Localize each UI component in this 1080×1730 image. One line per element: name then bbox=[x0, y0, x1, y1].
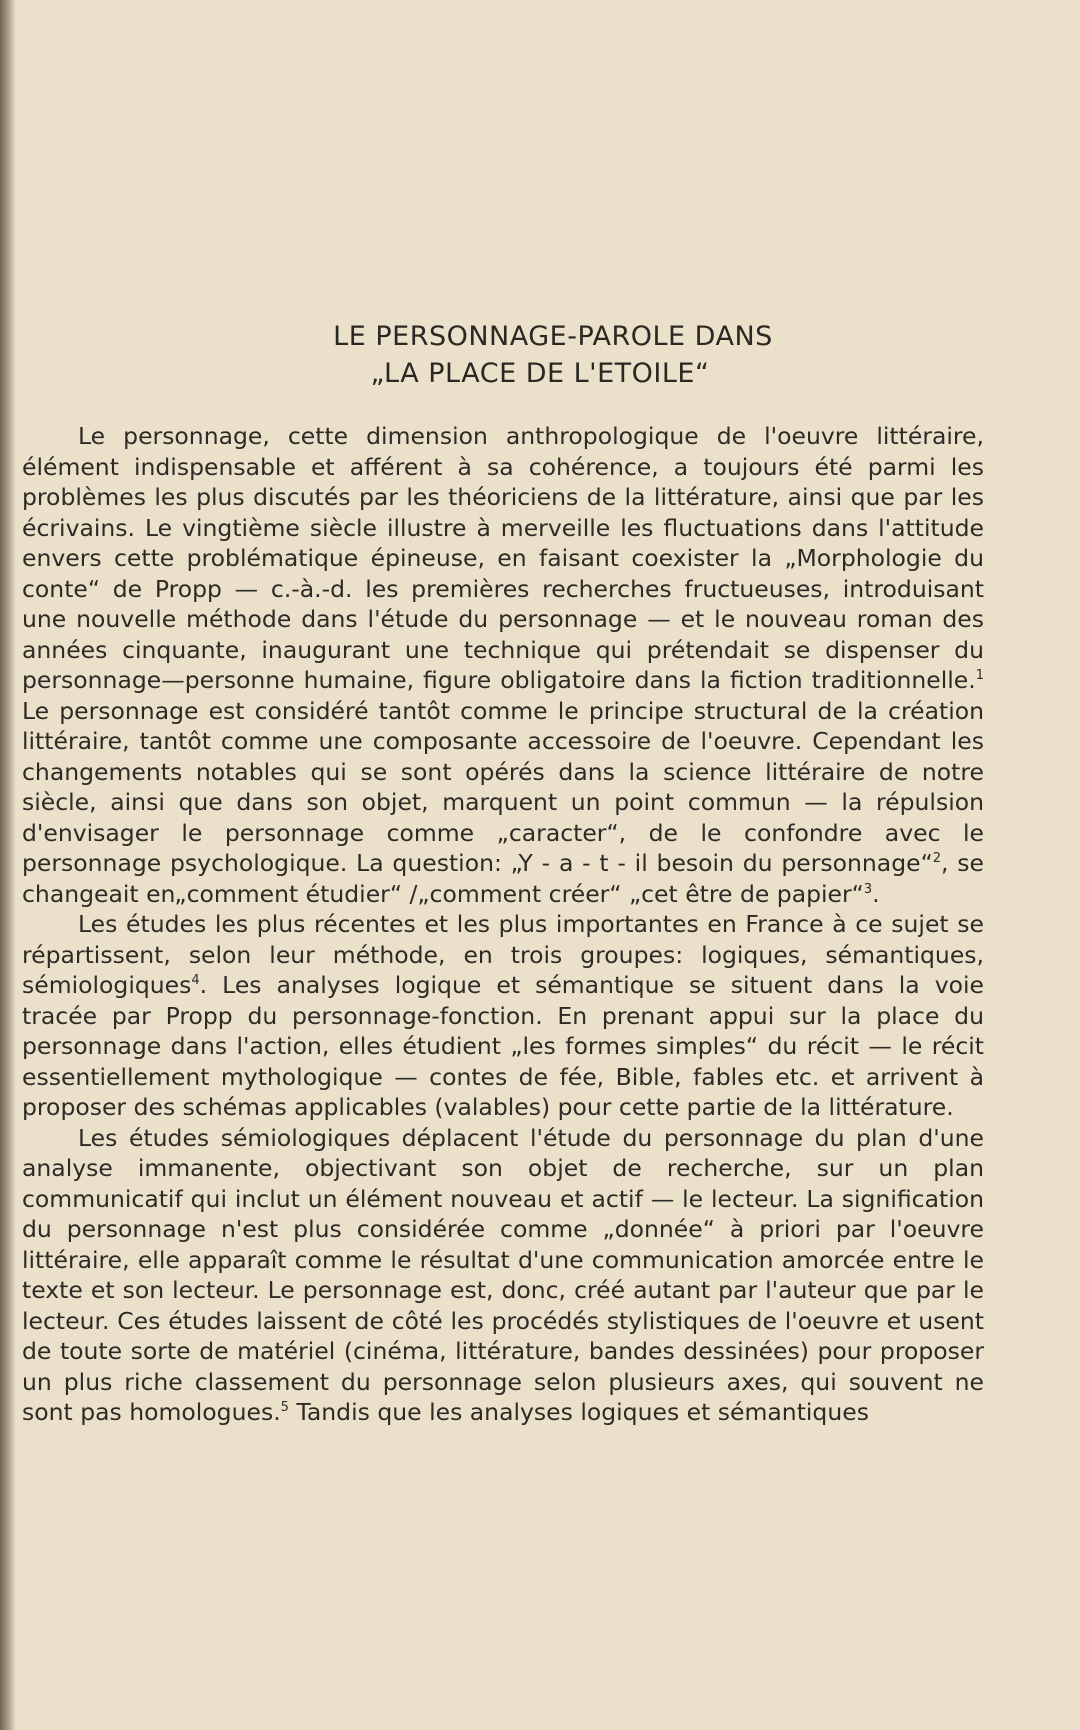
article-body bbox=[22, 421, 984, 1428]
footnote-ref: 5 bbox=[280, 1400, 289, 1416]
title-line-1: LE PERSONNAGE-PAROLE DANS bbox=[333, 321, 773, 352]
paragraph-text: Les études sémiologiques déplacent l'étude du personnage du plan d'une analyse immanente, objectivant son objet de recherche, sur un plan communicatif qui inclut un élément nouveau et actif — le lecteur. La signification du personnage n'est plus considérée comme „donnée“ à priori par l'oeuvre littéraire, elle apparaît comme le résultat d'une communication amorcée entre le texte et son lecteur. Le personnage est, donc, créé autant par l'auteur que par le lecteur. Ces études laissent de côté les procédés stylistiques de l'oeuvre et usent de toute sorte de matériel (cinéma, littérature, bandes dessinées) pour proposer un plus riche classement du personnage selon plusieurs axes, qui souvent ne sont pas homologues. bbox=[22, 1123, 984, 1426]
footnote-ref: 2 bbox=[932, 851, 942, 867]
footnote-ref: 1 bbox=[975, 668, 984, 684]
footnote-ref: 4 bbox=[191, 973, 200, 989]
footnote-ref: 3 bbox=[863, 881, 873, 897]
paragraph-text: . Les analyses logique et sémantique se situent dans la voie tracée par Propp du personnage-fonction. En prenant appui sur la place du personnage dans l'action, elles étudient „les formes simples“ du récit — le récit essentiellement mythologique — contes de fée, Bible, fables etc. et arrivent à proposer des schémas applicables (valables) pour cette partie de la littérature. bbox=[22, 971, 984, 1121]
article-title bbox=[0, 318, 1080, 392]
paragraph-text: Le personnage, cette dimension anthropologique de l'oeuvre littéraire, élément indispensable et afférent à sa cohérence, a toujours été parmi les problèmes les plus discutés par les théoriciens de la littérature, ainsi que par les écrivains. Le vingtième siècle illustre à merveille les fluctuations dans l'attitude envers cette problématique épineuse, en faisant coexister la „Morphologie du conte“ de Propp — c.-à.-d. les premières recherches fructueuses, introduisant une nouvelle méthode dans l'étude du personnage — et le nouveau roman des années cinquante, inaugurant une technique qui prétendait se dispenser du personnage—personne humaine, figure obligatoire dans la fiction traditionnelle. bbox=[22, 422, 984, 694]
paragraph-text: . bbox=[872, 879, 880, 908]
page-spine-shadow bbox=[0, 0, 16, 1730]
paragraph-text: Tandis que les analyses logiques et sémantiques bbox=[288, 1398, 869, 1426]
title-line-2: „LA PLACE DE L'ETOILE“ bbox=[370, 358, 710, 389]
paragraph-text: Les études les plus récentes et les plus importantes en France à ce sujet se répartissent, selon leur méthode, en trois groupes: logiques, sémantiques, sémiologiques bbox=[22, 910, 984, 999]
paragraph bbox=[22, 909, 984, 1123]
paragraph bbox=[22, 1123, 984, 1428]
paragraph bbox=[22, 421, 984, 909]
paragraph-text: Le personnage est considéré tantôt comme le principe structural de la création littéraire, tantôt comme une composante accessoire de l'oeuvre. Cependant les changements notables qui se sont opérés dans la science littéraire de notre siècle, ainsi que dans son objet, marquent un point commun — la répulsion d'envisager le personnage comme „caracter“, de le confondre avec le personnage psychologique. La question: „Y - a - t - il besoin du personnage“ bbox=[22, 696, 984, 877]
paragraph-text: , se changeait en„comment étudier“ /„comment créer“ „cet être de papier“ bbox=[22, 849, 984, 908]
